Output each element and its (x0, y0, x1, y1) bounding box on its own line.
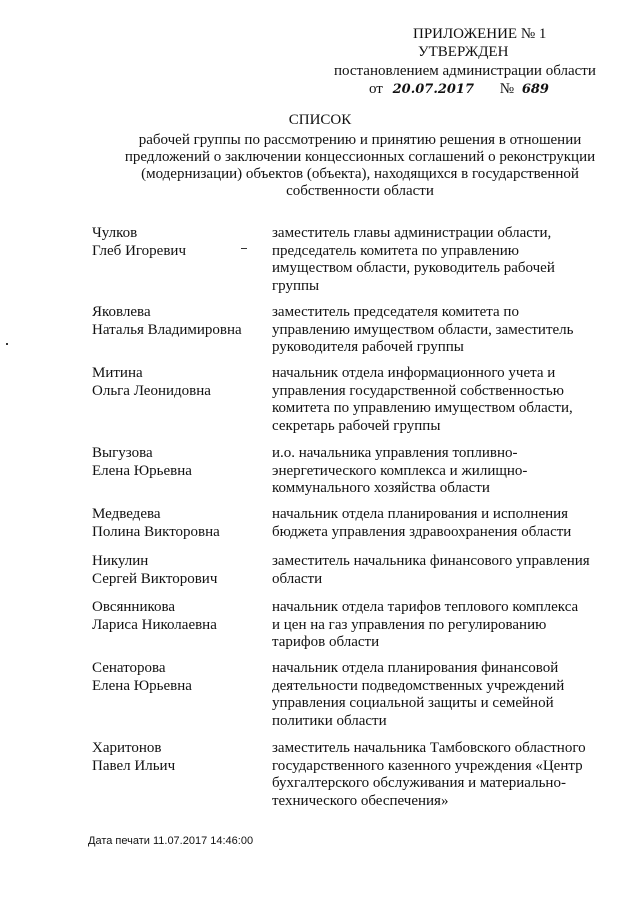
role-line: председатель комитета по управлению (272, 242, 519, 259)
member-given-name: Полина Викторовна (92, 523, 220, 540)
role-line: начальник отдела планирования и исполнения (272, 506, 569, 522)
member-given-name: Сергей Викторович (92, 570, 218, 587)
role-line: секретарь рабочей группы (272, 417, 441, 434)
member-surname: Овсянникова (92, 599, 176, 615)
member-role (272, 506, 602, 541)
member-name (92, 506, 262, 541)
member-name (92, 445, 262, 480)
role-line: и цен на газ управления по регулированию (272, 616, 547, 633)
role-line: технического обеспечения» (272, 792, 449, 809)
role-line: энергетического комплекса и жилищно- (272, 462, 528, 479)
member-role (272, 365, 602, 435)
handwritten-date: 20.07.2017 (392, 82, 475, 97)
role-line: области (272, 570, 323, 587)
role-line: управлению имуществом области, заместитель (272, 321, 574, 338)
member-given-name: Наталья Владимировна (92, 321, 242, 338)
member-role (272, 660, 602, 730)
role-line: заместитель председателя комитета по (272, 304, 519, 320)
subtitle-line: предложений о заключении концессионных соглашений о реконструкции (124, 149, 596, 165)
subtitle-line: рабочей группы по рассмотрению и принятию решения в отношении (138, 132, 582, 148)
role-line: заместитель начальника Тамбовского областного (272, 740, 586, 756)
member-role (272, 225, 602, 295)
member-surname: Митина (92, 365, 143, 381)
role-line: начальник отдела информационного учета и (272, 365, 556, 381)
resolution-label: постановлением администрации области (334, 63, 596, 79)
member-surname: Яковлева (92, 304, 151, 320)
role-line: управления государственной собственностью (272, 382, 564, 399)
member-surname: Медведева (92, 506, 161, 522)
member-given-name: Павел Ильич (92, 757, 176, 774)
role-line: заместитель главы администрации области, (272, 225, 552, 241)
member-given-name: Ольга Леонидовна (92, 382, 211, 399)
member-given-name: Елена Юрьевна (92, 462, 192, 479)
member-surname: Чулков (92, 225, 138, 241)
member-given-name: Елена Юрьевна (92, 677, 192, 694)
subtitle-line: (модернизации) объектов (объекта), находящихся в государственной (141, 166, 579, 182)
role-line: имуществом области, руководитель рабочей (272, 260, 555, 276)
role-line: и.о. начальника управления топливно- (272, 445, 518, 461)
print-date: Дата печати 11.07.2017 14:46:00 (88, 835, 254, 847)
role-line: начальник отдела планирования финансовой (272, 660, 559, 676)
member-role (272, 304, 602, 357)
role-line: государственного казенного учреждения «Центр (272, 757, 583, 774)
scan-speck (6, 343, 8, 345)
approved-label: УТВЕРЖДЕН (418, 44, 509, 60)
role-line: бюджета управления здравоохранения области (272, 523, 572, 540)
role-line: тарифов области (272, 634, 380, 650)
member-surname: Сенаторова (92, 660, 166, 676)
member-name (92, 553, 262, 588)
role-line: комитета по управлению имуществом области, (272, 400, 573, 416)
role-line: управления социальной защиты и семейной (272, 695, 554, 711)
member-role (272, 599, 602, 652)
role-line: заместитель начальника финансового управления (272, 553, 590, 569)
member-role (272, 740, 602, 810)
date-prefix: от (369, 81, 383, 97)
resolution-date-line (369, 80, 549, 99)
member-name (92, 599, 262, 634)
member-given-name: Глеб Игоревич (92, 242, 186, 259)
member-surname: Харитонов (92, 740, 162, 756)
subtitle-line: собственности области (286, 183, 434, 199)
member-name (92, 660, 262, 695)
role-line: деятельности подведомственных учреждений (272, 677, 565, 694)
role-line: коммунального хозяйства области (272, 480, 490, 496)
member-role (272, 553, 602, 588)
member-surname: Никулин (92, 553, 149, 569)
role-line: группы (272, 277, 320, 294)
role-line: бухгалтерского обслуживания и материально- (272, 775, 566, 791)
member-role (272, 445, 602, 498)
member-name (92, 304, 262, 339)
member-surname: Выгузова (92, 445, 153, 461)
role-line: руководителя рабочей группы (272, 339, 464, 355)
number-prefix: № (499, 81, 515, 97)
handwritten-number: 689 (521, 82, 549, 97)
document-title: СПИСОК (288, 112, 352, 128)
role-line: начальник отдела тарифов теплового комплекса (272, 599, 579, 615)
scan-speck (241, 248, 247, 249)
member-name (92, 225, 262, 260)
member-name (92, 365, 262, 400)
member-name (92, 740, 262, 775)
appendix-label: ПРИЛОЖЕНИЕ № 1 (413, 26, 547, 42)
member-given-name: Лариса Николаевна (92, 616, 217, 633)
role-line: политики области (272, 712, 387, 729)
document-subtitle (110, 132, 610, 200)
